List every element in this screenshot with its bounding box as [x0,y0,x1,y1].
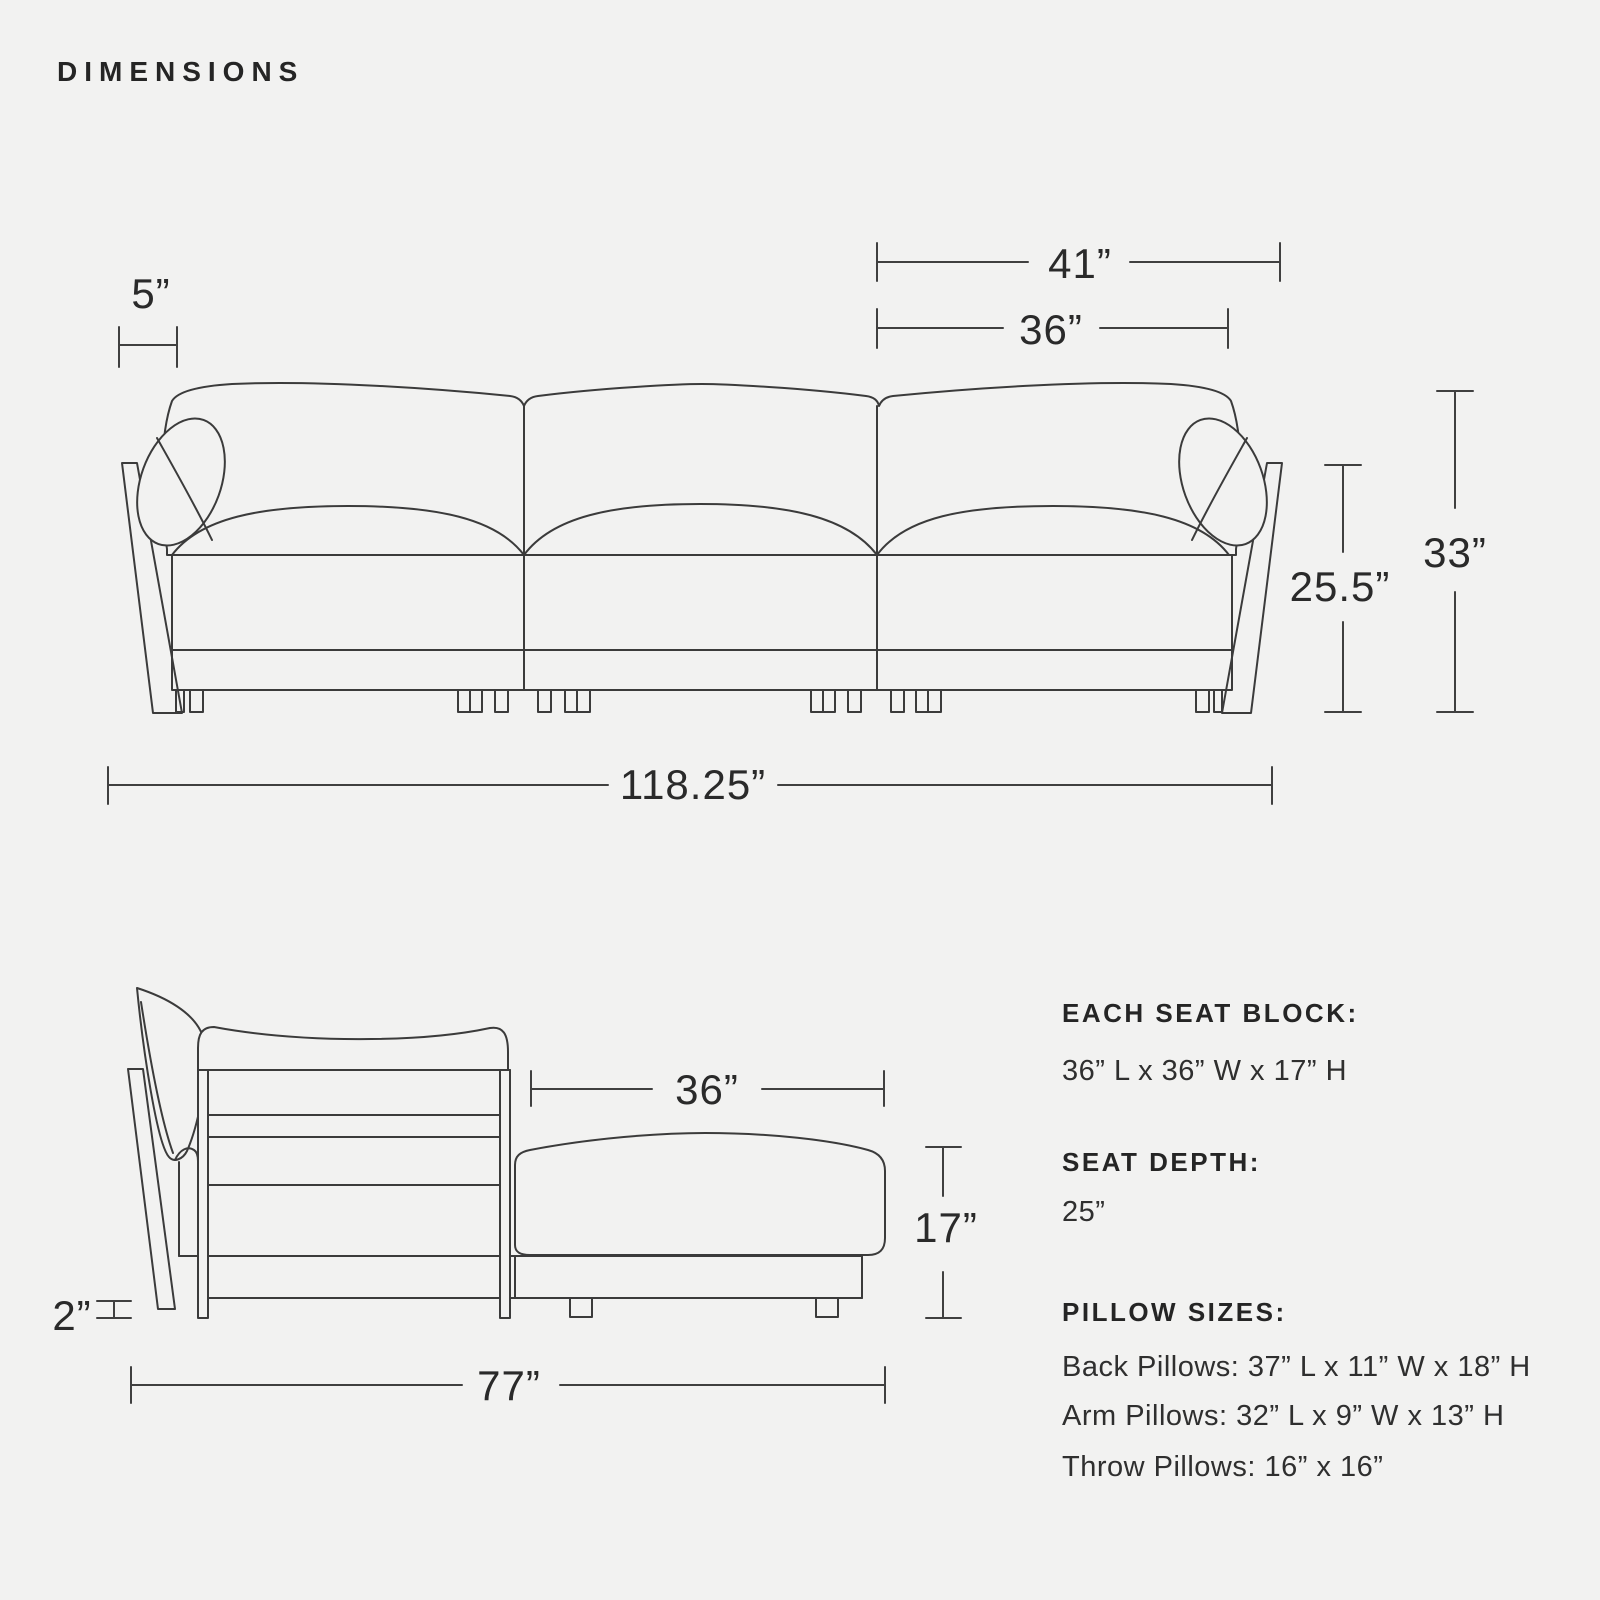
dim-label-seat-with-arm: 41” [1048,240,1112,287]
side-frame-posts [198,1070,510,1318]
side-seat-base [515,1256,862,1298]
pillow-sizes-heading: PILLOW SIZES: [1062,1297,1287,1327]
dim-label-seat-height: 17” [914,1204,978,1251]
seat-depth-heading: SEAT DEPTH: [1062,1147,1261,1177]
side-cushion-top [198,1027,508,1070]
side-seat-leg-back [816,1298,838,1317]
throw-pillows-value: Throw Pillows: 16” x 16” [1062,1451,1384,1483]
seat-block-heading: EACH SEAT BLOCK: [1062,998,1359,1028]
sofa-side-view [128,988,885,1318]
side-seat-cushion [515,1133,885,1255]
seat-block-value: 36” L x 36” W x 17” H [1062,1055,1348,1087]
side-seat-leg-front [570,1298,592,1317]
dim-label-seat-length: 36” [675,1066,739,1113]
back-pillows-value: Back Pillows: 37” L x 11” W x 18” H [1062,1351,1531,1383]
dim-label-back-height: 25.5” [1289,563,1391,610]
front-legs [176,690,1222,712]
dim-line-leg-height [97,1301,131,1318]
dim-label-total-width: 118.25” [619,761,767,808]
seat-depth-value: 25” [1062,1196,1106,1228]
arm-pillows-value: Arm Pillows: 32” L x 9” W x 13” H [1062,1400,1505,1432]
spec-text-block [1062,998,1531,1483]
dim-label-total-depth: 77” [477,1362,541,1409]
side-seat-edge [175,1148,198,1256]
dim-label-arm-width: 5” [131,270,171,317]
sofa-front-elevation [121,383,1283,713]
dim-line-arm-width [119,327,177,367]
page-title: DIMENSIONS [57,56,305,87]
dim-label-seat-width: 36” [1019,306,1083,353]
dim-label-total-height: 33” [1423,529,1487,576]
dim-label-leg-height: 2” [52,1292,92,1339]
